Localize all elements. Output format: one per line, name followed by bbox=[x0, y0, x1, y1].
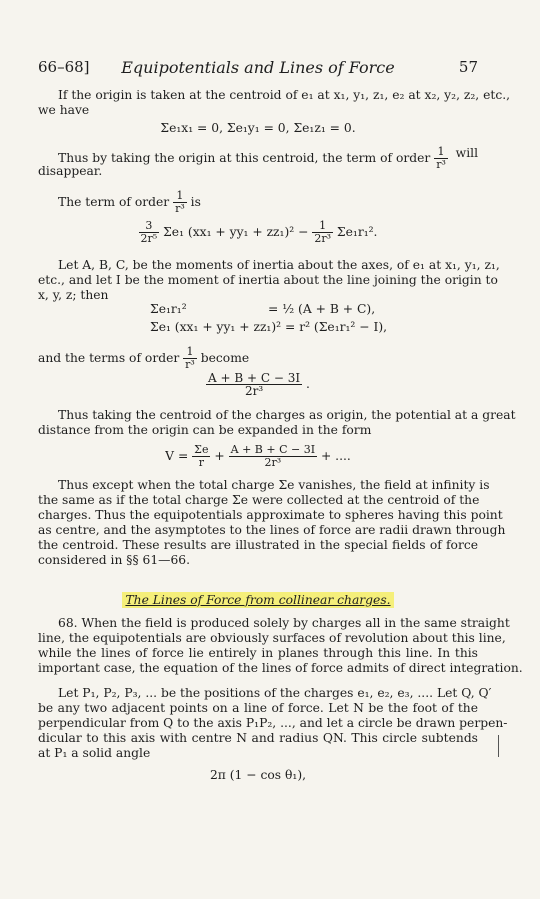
text-span: + .... bbox=[320, 449, 351, 463]
text-line bbox=[38, 346, 478, 371]
text-line: x, y, z; then bbox=[38, 288, 109, 302]
fraction-den: r bbox=[198, 456, 204, 469]
text-line: Let P₁, P₂, P₃, ... be the positions of the charges e₁, e₂, e₃, .... Let Q, Q′ bbox=[58, 686, 492, 700]
fraction bbox=[173, 190, 187, 215]
text-span: and the terms of order bbox=[38, 351, 180, 365]
text-line: etc., and let I be the moment of inertia about the line joining the origin to bbox=[38, 273, 498, 287]
equation-inertia-right: = ½ (A + B + C), bbox=[268, 302, 376, 316]
text-span: will bbox=[455, 146, 478, 160]
text-span: Σe₁ (xx₁ + yy₁ + zz₁)² − bbox=[163, 225, 309, 239]
fraction-num: A + B + C − 3I bbox=[230, 443, 316, 456]
text-span: + bbox=[214, 449, 225, 463]
fraction-num: 3 bbox=[139, 220, 160, 233]
fraction-num: 1 bbox=[173, 190, 187, 203]
fraction-num: Σe bbox=[194, 443, 209, 456]
text-line: dicular to this axis with centre N and radius QN. This circle subtends bbox=[38, 731, 478, 745]
text-line: charges. Thus the equipotentials approximate to spheres having this point bbox=[38, 508, 503, 522]
margin-mark bbox=[498, 735, 499, 757]
text-line: at P₁ a solid angle bbox=[38, 746, 151, 760]
fraction bbox=[206, 372, 302, 397]
text-line bbox=[38, 190, 478, 215]
text-line: considered in §§ 61—66. bbox=[38, 553, 191, 567]
text-line: If the origin is taken at the centroid of e₁ at x₁, y₁, z₁, e₂ at x₂, y₂, z₂, etc., bbox=[58, 88, 511, 102]
text-line: perpendicular from Q to the axis P₁P₂, ..., and let a circle be drawn perpen- bbox=[38, 716, 508, 730]
fraction-den: 2r³ bbox=[314, 232, 331, 245]
fraction-den: 2r³ bbox=[244, 384, 264, 398]
text-line: as centre, and the asymptotes to the lines of force are radii drawn through bbox=[38, 523, 506, 537]
fraction-den: 2r⁵ bbox=[140, 232, 158, 245]
text-line: 68. When the field is produced solely by charges all in the same straight bbox=[58, 616, 510, 630]
fraction-den: r³ bbox=[185, 358, 195, 371]
fraction-den: 2r³ bbox=[264, 456, 282, 469]
equation-inertia-left: Σe₁r₁² bbox=[150, 302, 187, 316]
text-span: become bbox=[200, 351, 250, 365]
text-span: . bbox=[306, 377, 310, 391]
fraction-num: 1 bbox=[312, 220, 333, 233]
equation-potential bbox=[38, 444, 478, 469]
equation-inertia-2: Σe₁ (xx₁ + yy₁ + zz₁)² = r² (Σe₁r₁² − I), bbox=[150, 320, 388, 334]
text-line: line, the equipotentials are obviously surfaces of revolution about this line, bbox=[38, 631, 506, 645]
text-line: important case, the equation of the lines of force admits of direct integration. bbox=[38, 661, 523, 675]
text-line: disappear. bbox=[38, 164, 103, 178]
equation-become bbox=[38, 372, 478, 397]
fraction-num: 1 bbox=[183, 346, 197, 359]
text-line: we have bbox=[38, 103, 90, 117]
fraction-den: r³ bbox=[436, 158, 446, 171]
header-title: Equipotentials and Lines of Force bbox=[121, 58, 395, 77]
text-span: The term of order bbox=[58, 195, 170, 209]
header-page-number: 57 bbox=[458, 58, 478, 76]
fraction bbox=[229, 444, 317, 469]
fraction-den: r³ bbox=[175, 202, 185, 215]
text-line: be any two adjacent points on a line of force. Let N be the foot of the bbox=[38, 701, 478, 715]
text-line: Thus taking the centroid of the charges as origin, the potential at a great bbox=[58, 408, 516, 422]
text-span: is bbox=[190, 195, 201, 209]
header-section-range: 66–68] bbox=[38, 58, 90, 76]
text-line: Let A, B, C, be the moments of inertia about the axes, of e₁ at x₁, y₁, z₁, bbox=[58, 258, 500, 272]
text-line: while the lines of force lie entirely in planes through this line. In this bbox=[38, 646, 478, 660]
text-span: Σe₁r₁². bbox=[336, 225, 378, 239]
text-line: the same as if the total charge Σe were collected at the centroid of the bbox=[38, 493, 480, 507]
text-span: V = bbox=[165, 449, 189, 463]
text-line: Thus except when the total charge Σe vanishes, the field at infinity is bbox=[58, 478, 490, 492]
text-line: the centroid. These results are illustrated in the special fields of force bbox=[38, 538, 478, 552]
equation-solid-angle: 2π (1 − cos θ₁), bbox=[209, 768, 307, 782]
fraction bbox=[312, 220, 333, 245]
section-heading bbox=[38, 592, 478, 608]
running-header bbox=[38, 58, 478, 80]
fraction-num: 1 bbox=[434, 146, 448, 159]
fraction bbox=[192, 444, 210, 469]
equation-term bbox=[38, 220, 478, 245]
fraction-num: A + B + C − 3I bbox=[208, 371, 301, 385]
equation-centroid: Σe₁x₁ = 0, Σe₁y₁ = 0, Σe₁z₁ = 0. bbox=[160, 121, 356, 135]
text-span: Thus by taking the origin at this centroid, the term of order bbox=[58, 151, 431, 165]
fraction bbox=[139, 220, 160, 245]
fraction bbox=[183, 346, 197, 371]
text-line: distance from the origin can be expanded in the form bbox=[38, 423, 372, 437]
highlighted-heading: The Lines of Force from collinear charges. bbox=[122, 592, 393, 608]
